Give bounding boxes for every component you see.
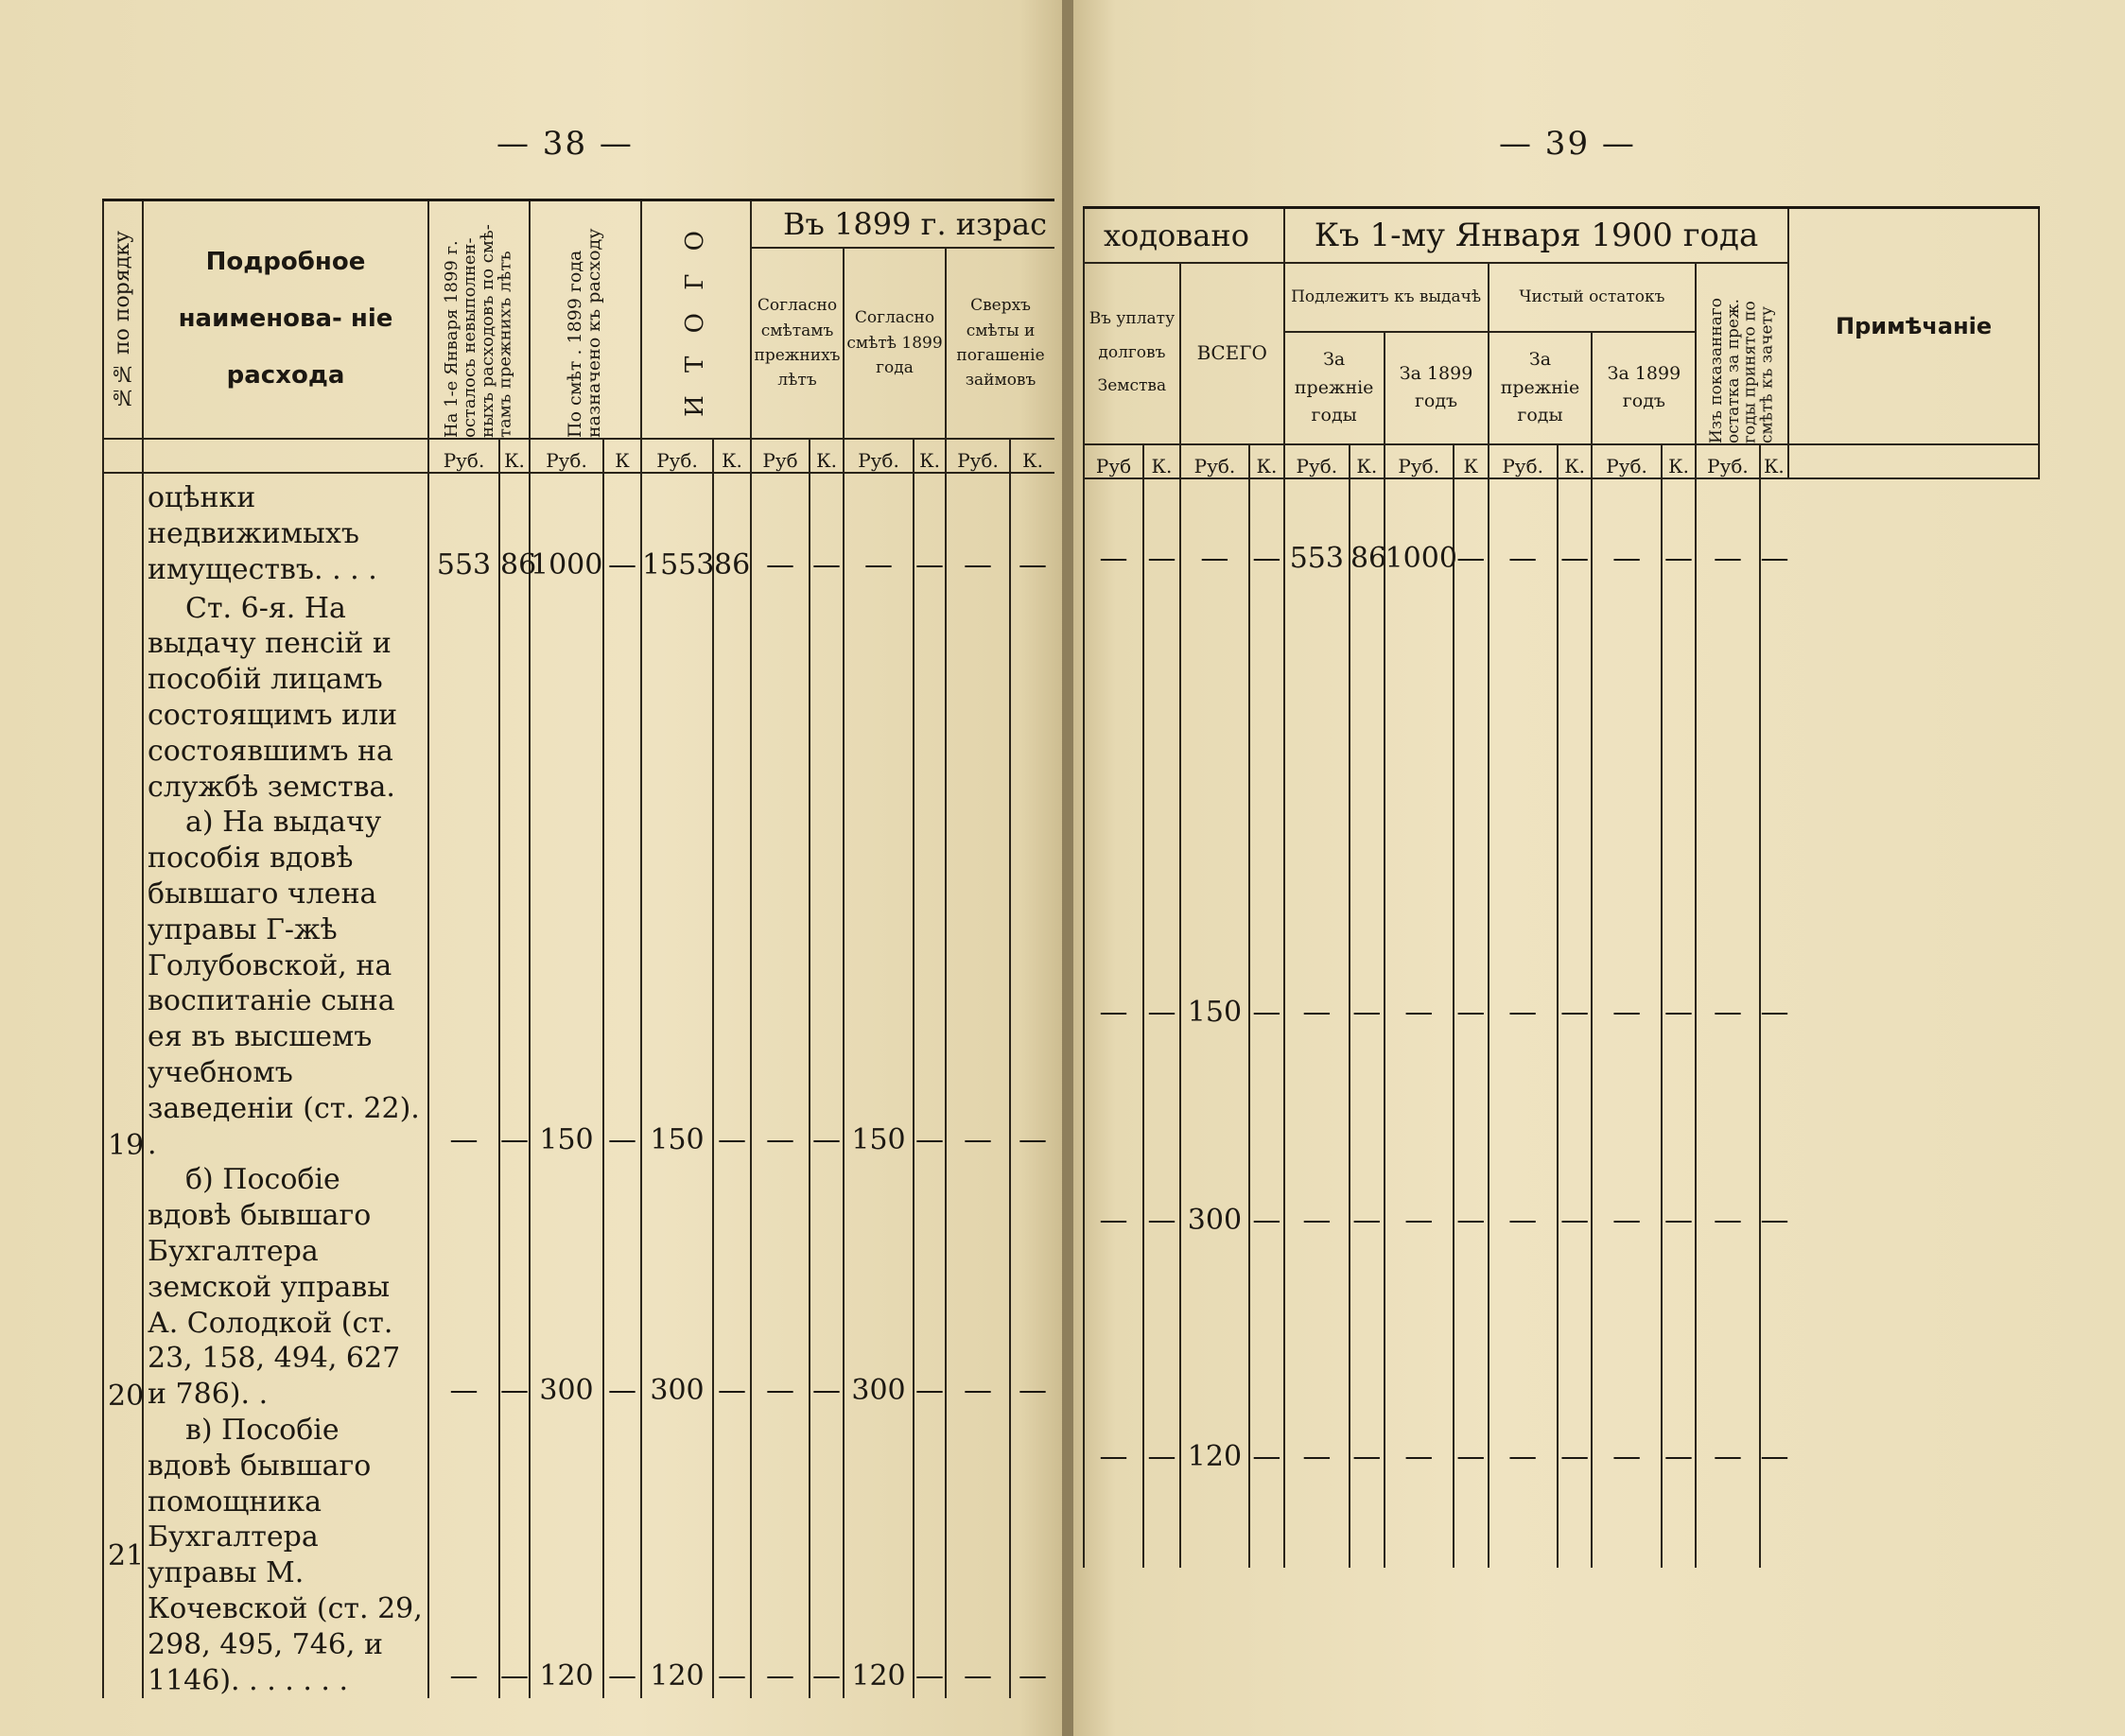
table-cell: — <box>1010 1162 1054 1413</box>
table-cell: — <box>844 480 914 587</box>
table-cell: — <box>1350 798 1385 1034</box>
table-cell: — <box>1084 1242 1143 1479</box>
table-cell: — <box>1696 798 1759 1034</box>
table-cell: — <box>1350 1034 1385 1242</box>
table-cell: — <box>1489 798 1558 1034</box>
table-cell: — <box>1284 1034 1350 1242</box>
table-cell: 120 <box>530 1413 603 1698</box>
section-heading: Ст. 6-я. На выдачу пенсій и пособій лицамъ состоящимъ или состоявшимъ на службѣ земства. <box>143 587 428 805</box>
table-cell: — <box>751 1413 810 1698</box>
unit-label: К. <box>1760 444 1789 478</box>
spent-group-header: Въ 1899 г. израс <box>751 200 1054 249</box>
note-cell <box>1788 1242 2039 1479</box>
table-cell: — <box>1558 1242 1593 1479</box>
remainder-1899-header: За 1899 годъ <box>1592 332 1696 443</box>
table-cell: — <box>914 1413 946 1698</box>
table-cell: — <box>946 480 1010 587</box>
table-cell: — <box>603 1162 641 1413</box>
table-cell: — <box>946 805 1010 1162</box>
table-cell: — <box>1143 1034 1180 1242</box>
row-number <box>103 480 143 587</box>
right-page <box>1073 0 2125 1736</box>
table-cell: — <box>751 805 810 1162</box>
table-cell: — <box>1143 1242 1180 1479</box>
table-cell: — <box>914 1162 946 1413</box>
table-cell: 150 <box>1180 798 1249 1034</box>
unit-label: Руб. <box>641 439 713 473</box>
unit-label: К. <box>713 439 751 473</box>
table-cell: — <box>1662 798 1697 1034</box>
unit-label: К <box>1454 444 1489 478</box>
table-cell: 300 <box>1180 1034 1249 1242</box>
table-cell: 150 <box>530 805 603 1162</box>
unit-label: Руб. <box>1696 444 1759 478</box>
unit-label: К. <box>810 439 844 473</box>
table-cell: — <box>1084 486 1143 581</box>
table-cell: — <box>1489 486 1558 581</box>
table-cell: — <box>751 480 810 587</box>
table-cell: — <box>1385 1242 1454 1479</box>
row-description: оцѣнки недвижимыхъ имуществъ. . . . <box>143 480 428 587</box>
unit-label: Руб. <box>844 439 914 473</box>
table-cell: 86 <box>1350 486 1385 581</box>
row-description: а) На выдачу пособія вдовѣ бывшаго члена управы Г-жѣ Голубовской, на воспитаніе сына ея въ высшемъ учебномъ заведеніи (ст. 22). . <box>143 805 428 1162</box>
table-cell: — <box>1696 1034 1759 1242</box>
table-cell: — <box>1143 486 1180 581</box>
table-cell: — <box>1558 486 1593 581</box>
table-cell: — <box>1558 1034 1593 1242</box>
unit-label: Руб. <box>1592 444 1661 478</box>
table-cell: 86 <box>713 480 751 587</box>
table-cell: — <box>1010 805 1054 1162</box>
page-number-left: — 38 — <box>496 125 634 163</box>
row-number: 20 <box>103 1162 143 1413</box>
table-cell: — <box>713 1413 751 1698</box>
table-cell: — <box>1249 486 1284 581</box>
estimate-column-header: По смѣт . 1899 года назначено къ расходу <box>530 200 641 440</box>
carried-remainder-header: Изъ показаннаго остатка за преж. годы принято по смѣтѣ къ зачету <box>1696 263 1788 444</box>
table-cell: — <box>603 805 641 1162</box>
unit-label: К. <box>1010 439 1054 473</box>
table-cell: 150 <box>641 805 713 1162</box>
unit-label: К. <box>1249 444 1284 478</box>
table-cell: — <box>1662 1242 1697 1479</box>
table-cell: 300 <box>641 1162 713 1413</box>
payable-previous-years-header: За прежніе годы <box>1284 332 1385 443</box>
table-cell: — <box>1249 1034 1284 1242</box>
unit-label: К. <box>1350 444 1385 478</box>
table-cell: — <box>1284 1242 1350 1479</box>
table-cell: — <box>1350 1242 1385 1479</box>
unit-label: К. <box>914 439 946 473</box>
table-cell: — <box>1489 1034 1558 1242</box>
row-description: б) Пособіе вдовѣ бывшаго Бухгалтера земской управы А. Солодкой (ст. 23, 158, 494, 627 и 786). . <box>143 1162 428 1413</box>
table-cell: — <box>1010 1413 1054 1698</box>
table-cell: 300 <box>844 1162 914 1413</box>
unit-label: Руб. <box>1385 444 1454 478</box>
total-header: ВСЕГО <box>1180 263 1284 444</box>
table-cell: 1553 <box>641 480 713 587</box>
table-cell: — <box>810 805 844 1162</box>
over-estimate-header: Сверхъ смѣты и погашеніе займовъ <box>946 248 1054 439</box>
number-column-header: №№ по порядку <box>103 200 143 440</box>
unit-spacer <box>143 439 428 473</box>
table-cell: — <box>946 1162 1010 1413</box>
table-cell: 120 <box>1180 1242 1249 1479</box>
table-cell: 1000 <box>530 480 603 587</box>
remainder-previous-years-header: За прежніе годы <box>1489 332 1593 443</box>
right-expense-table <box>1083 206 2040 1568</box>
table-cell: — <box>1284 798 1350 1034</box>
table-cell: 120 <box>641 1413 713 1698</box>
total-column-header: И Т О Г О <box>641 200 751 440</box>
table-cell: — <box>1143 798 1180 1034</box>
note-cell <box>1788 486 2039 581</box>
unit-label: К. <box>1143 444 1180 478</box>
unit-label: К. <box>499 439 530 473</box>
table-cell: — <box>499 1162 530 1413</box>
row-number <box>103 587 143 805</box>
note-cell <box>1788 798 2039 1034</box>
table-cell: — <box>810 1162 844 1413</box>
table-cell: — <box>1084 1034 1143 1242</box>
table-cell: — <box>1760 1242 1789 1479</box>
unit-label: Руб. <box>1284 444 1350 478</box>
table-cell: 1000 <box>1385 486 1454 581</box>
unit-label: Руб. <box>428 439 499 473</box>
table-cell: — <box>428 1413 499 1698</box>
table-cell: — <box>713 1162 751 1413</box>
table-cell: 86 <box>499 480 530 587</box>
table-cell: — <box>499 1413 530 1698</box>
table-cell: — <box>1489 1242 1558 1479</box>
spent-group-header-continued: ходовано <box>1084 208 1284 263</box>
table-cell: — <box>1696 486 1759 581</box>
payable-group-header: Подлежитъ къ выдачѣ <box>1284 263 1489 333</box>
unit-spacer <box>1788 444 2039 478</box>
unit-label: Руб <box>751 439 810 473</box>
per-previous-estimates-header: Согласно смѣтамъ прежнихъ лѣтъ <box>751 248 844 439</box>
unit-label: К <box>603 439 641 473</box>
book-gutter <box>1062 0 1073 1736</box>
table-cell: — <box>1454 1034 1489 1242</box>
table-cell: — <box>1558 798 1593 1034</box>
table-cell: 300 <box>530 1162 603 1413</box>
per-1899-estimate-header: Согласно смѣтѣ 1899 года <box>844 248 946 439</box>
table-cell: — <box>1592 798 1661 1034</box>
table-cell: — <box>751 1162 810 1413</box>
remainder-column-header: На 1-е Января 1899 г. осталось невыполнен- ныхъ расходовъ по смѣ- тамъ прежнихъ лѣтъ <box>428 200 530 440</box>
table-cell: — <box>1385 798 1454 1034</box>
table-cell: — <box>810 480 844 587</box>
table-cell: — <box>499 805 530 1162</box>
table-cell: — <box>1696 1242 1759 1479</box>
row-number: 19 <box>103 805 143 1162</box>
table-cell: — <box>428 805 499 1162</box>
table-cell: — <box>1592 1242 1661 1479</box>
table-cell: — <box>1662 1034 1697 1242</box>
january-1900-group-header: Къ 1-му Января 1900 года <box>1284 208 1788 263</box>
left-expense-table <box>102 199 1054 1698</box>
table-cell: — <box>810 1413 844 1698</box>
table-cell: 553 <box>428 480 499 587</box>
unit-spacer <box>103 439 143 473</box>
table-cell: — <box>1592 1034 1661 1242</box>
row-number: 21 <box>103 1413 143 1698</box>
table-cell: — <box>1249 1242 1284 1479</box>
unit-label: К. <box>1662 444 1697 478</box>
table-cell: — <box>1180 486 1249 581</box>
table-cell: — <box>1454 1242 1489 1479</box>
table-cell: — <box>1454 486 1489 581</box>
unit-label: Руб <box>1084 444 1143 478</box>
row-description: в) Пособіе вдовѣ бывшаго помощника Бухгалтера управы М. Кочевской (ст. 29, 298, 495, 746, и 1146). . . . . . . <box>143 1413 428 1698</box>
name-column-header: Подробное наименова- ніе расхода <box>143 200 428 440</box>
unit-label: Руб. <box>1180 444 1249 478</box>
payable-1899-header: За 1899 годъ <box>1385 332 1489 443</box>
table-cell: — <box>914 805 946 1162</box>
table-cell: 120 <box>844 1413 914 1698</box>
table-cell: — <box>1084 798 1143 1034</box>
table-cell: — <box>428 1162 499 1413</box>
table-cell: — <box>914 480 946 587</box>
table-cell: 553 <box>1284 486 1350 581</box>
table-cell: — <box>1249 798 1284 1034</box>
table-cell: — <box>1592 486 1661 581</box>
table-cell: — <box>1760 798 1789 1034</box>
table-cell: — <box>1760 486 1789 581</box>
table-cell: — <box>946 1413 1010 1698</box>
left-page <box>0 0 1062 1736</box>
unit-label: Руб. <box>946 439 1010 473</box>
unit-label: Руб. <box>1489 444 1558 478</box>
table-cell: — <box>603 1413 641 1698</box>
table-cell: — <box>1385 1034 1454 1242</box>
table-cell: — <box>1760 1034 1789 1242</box>
table-cell: — <box>1010 480 1054 587</box>
table-cell: — <box>1662 486 1697 581</box>
table-cell: — <box>1454 798 1489 1034</box>
table-cell: — <box>713 805 751 1162</box>
net-remainder-group-header: Чистый остатокъ <box>1489 263 1697 333</box>
debt-payment-header: Въ уплату долговъ Земства <box>1084 263 1180 444</box>
table-cell: — <box>603 480 641 587</box>
note-column-header: Примѣчаніе <box>1788 208 2039 444</box>
note-cell <box>1788 1034 2039 1242</box>
table-cell: 150 <box>844 805 914 1162</box>
unit-label: К. <box>1558 444 1593 478</box>
page-number-right: — 39 — <box>1499 125 1636 163</box>
unit-label: Руб. <box>530 439 603 473</box>
